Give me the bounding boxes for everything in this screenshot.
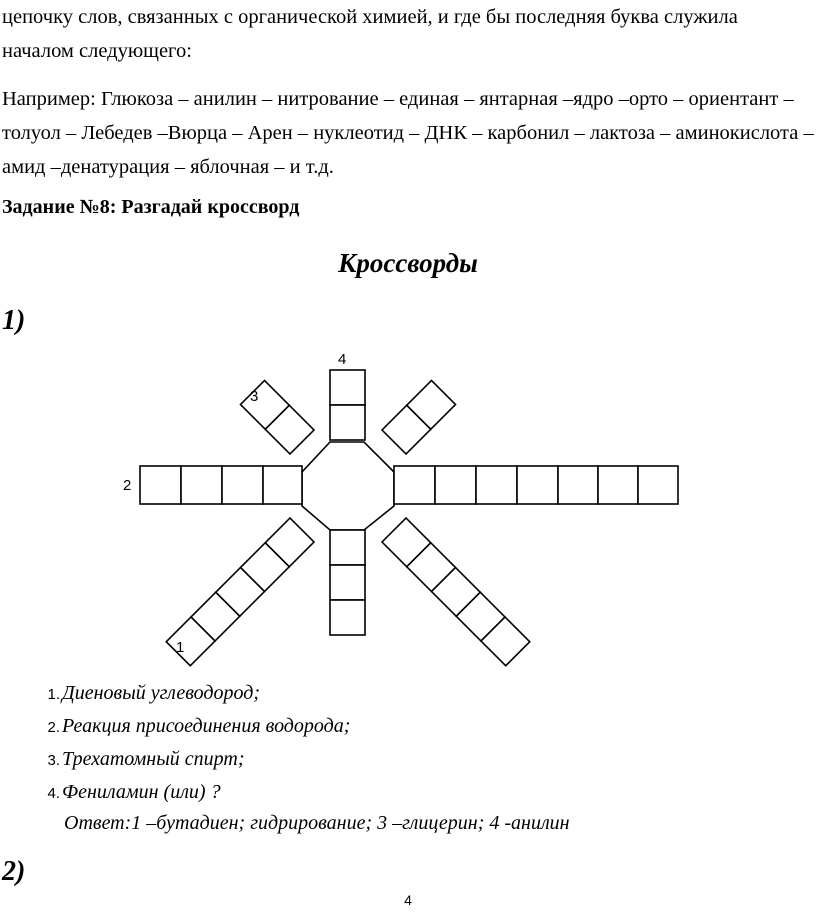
clue-text: Фениламин (или) ? (62, 781, 221, 803)
crossword-cell[interactable] (394, 466, 435, 504)
crossword-label-3: 3 (250, 388, 259, 405)
crossword-word-down (330, 530, 365, 635)
crossword-cell[interactable] (330, 370, 365, 405)
crossword-word-2 (140, 466, 302, 504)
crossword-cell[interactable] (263, 466, 302, 504)
crossword-label-2: 2 (123, 477, 132, 494)
crossword-word-right (394, 466, 678, 504)
page-number: 4 (404, 892, 412, 908)
crossword-cell[interactable] (222, 466, 263, 504)
crossword-cell[interactable] (598, 466, 638, 504)
crossword-cell[interactable] (330, 565, 365, 600)
crossword-cell[interactable] (435, 466, 476, 504)
page-title: Кроссворды (338, 248, 478, 278)
clue-3 (30, 744, 244, 774)
crossword-cell[interactable] (638, 466, 678, 504)
crossword-word-upright (382, 380, 456, 454)
clue-text: Реакция присоединения водорода; (62, 715, 351, 737)
crossword-cell[interactable] (517, 466, 558, 504)
crossword-word-4 (330, 370, 365, 440)
crossword-label-1: 1 (176, 639, 185, 656)
task-heading: Задание №8: Разгадай кроссворд (2, 196, 300, 218)
clue-number: 1. (47, 686, 60, 703)
crossword-cell[interactable] (140, 466, 181, 504)
crossword-word-1 (166, 518, 314, 666)
crossword-center-octagon (302, 442, 394, 530)
clue-text: Диеновый углеводород; (62, 682, 261, 704)
clue-2 (30, 711, 350, 741)
crossword-cell[interactable] (330, 600, 365, 635)
answer-line: Ответ:1 –бутадиен; гидрирование; 3 –глицерин; 4 -анилин (64, 812, 570, 834)
example-paragraph: Например: Глюкоза – анилин – нитрование – единая – янтарная –ядро –орто – ориентант – толуол – Лебедев –Вюрца – Арен – нуклеотид – ДНК – карбонил – лактоза – аминокислота – амид –денатурация – яблочная – и т.д. (2, 88, 814, 178)
clue-4 (30, 777, 221, 807)
clue-number: 2. (47, 719, 60, 736)
clue-number: 4. (47, 785, 60, 802)
crossword-word-downright (382, 518, 530, 666)
crossword-cell[interactable] (330, 530, 365, 565)
clue-number: 3. (47, 752, 60, 769)
crossword-cell[interactable] (181, 466, 222, 504)
clue-text: Трехатомный спирт; (62, 748, 245, 770)
section-1-number: 1) (2, 305, 26, 336)
crossword-cell[interactable] (330, 405, 365, 440)
crossword-label-4: 4 (338, 351, 347, 368)
crossword-cell[interactable] (476, 466, 517, 504)
section-2-number: 2) (2, 856, 26, 887)
intro-paragraph: цепочку слов, связанных с органической химией, и где бы последняя буква служила началом следующего: (2, 6, 738, 62)
clue-1 (30, 678, 260, 708)
crossword-cell[interactable] (558, 466, 598, 504)
